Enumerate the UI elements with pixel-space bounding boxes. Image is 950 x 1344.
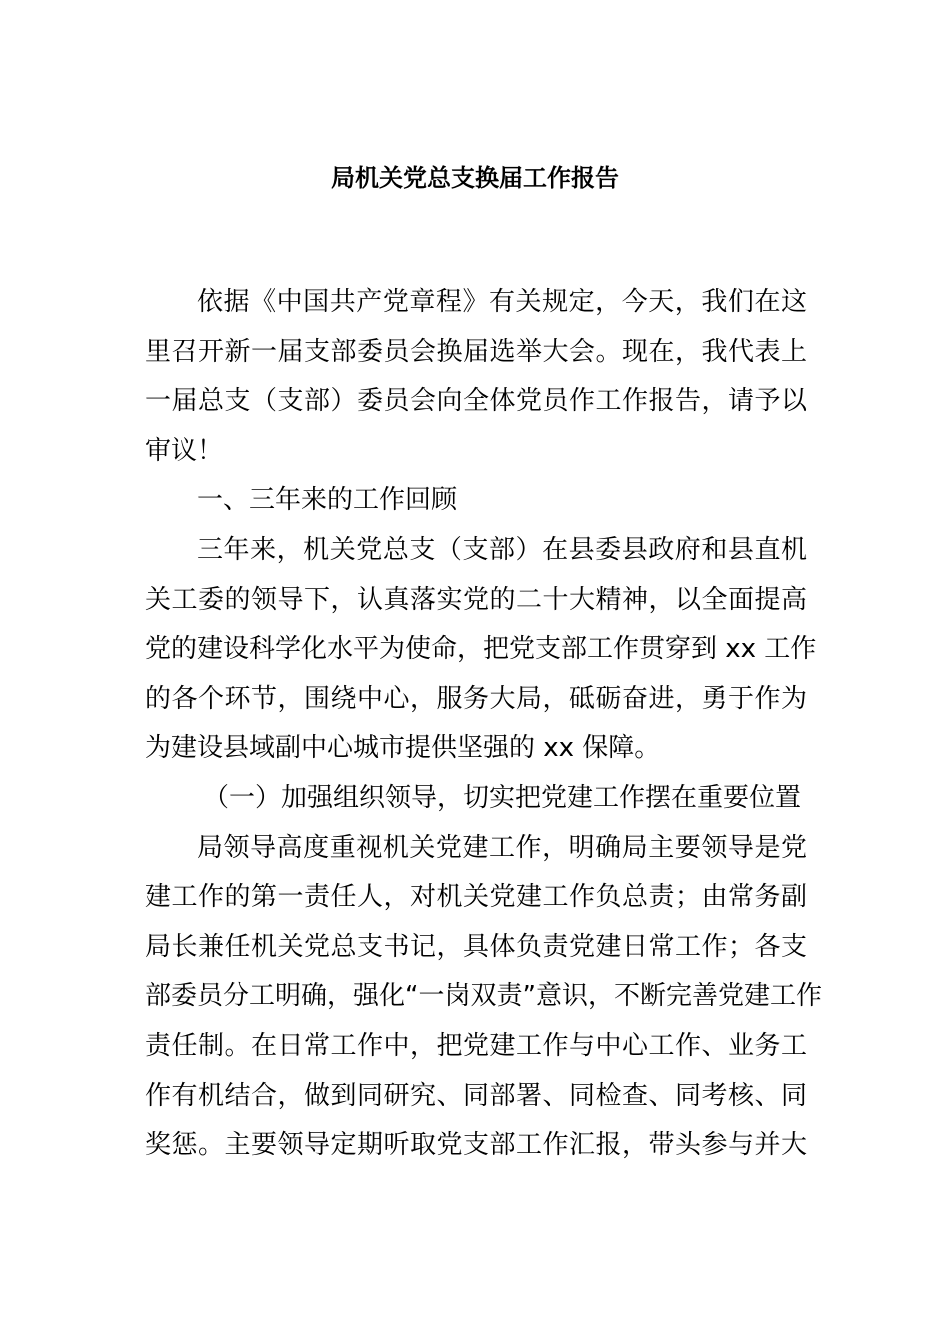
subsection-heading-1: （一）加强组织领导，切实把党建工作摆在重要位置 bbox=[203, 782, 802, 813]
paragraph-line-4: 审议！ bbox=[145, 435, 224, 466]
document-title: 局机关党总支换届工作报告 bbox=[331, 164, 619, 192]
paragraph-line-3: 一届总支（支部）委员会向全体党员作工作报告，请予以 bbox=[145, 386, 807, 417]
paragraph-line-13: 建工作的第一责任人，对机关党建工作负总责；由常务副 bbox=[145, 882, 807, 913]
paragraph-line-8: 党的建设科学化水平为使命，把党支部工作贯穿到 xx 工作 bbox=[145, 634, 817, 665]
paragraph-line-1: 依据《中国共产党章程》有关规定，今天，我们在这 bbox=[197, 287, 807, 317]
section-heading-1: 一、三年来的工作回顾 bbox=[197, 485, 458, 516]
paragraph-line-17: 作有机结合，做到同研究、同部署、同检查、同考核、同 bbox=[145, 1080, 807, 1111]
paragraph-line-10: 为建设县域副中心城市提供坚强的 xx 保障。 bbox=[145, 733, 661, 764]
paragraph-line-2: 里召开新一届支部委员会换届选举大会。现在，我代表上 bbox=[145, 336, 807, 367]
paragraph-line-12: 局领导高度重视机关党建工作，明确局主要领导是党 bbox=[197, 832, 807, 863]
paragraph-line-16: 责任制。在日常工作中，把党建工作与中心工作、业务工 bbox=[145, 1030, 807, 1061]
paragraph-line-7: 关工委的领导下，认真落实党的二十大精神，以全面提高 bbox=[145, 584, 807, 615]
paragraph-line-18: 奖惩。主要领导定期听取党支部工作汇报，带头参与并大 bbox=[145, 1130, 807, 1161]
paragraph-line-14: 局长兼任机关党总支书记，具体负责党建日常工作；各支 bbox=[145, 931, 807, 962]
paragraph-line-15: 部委员分工明确，强化“一岗双责”意识，不断完善党建工作 bbox=[145, 981, 822, 1012]
paragraph-line-9: 的各个环节，围绕中心，服务大局，砥砺奋进，勇于作为 bbox=[145, 683, 807, 714]
paragraph-line-6: 三年来，机关党总支（支部）在县委县政府和县直机 bbox=[197, 534, 807, 565]
document-body bbox=[145, 278, 822, 1171]
